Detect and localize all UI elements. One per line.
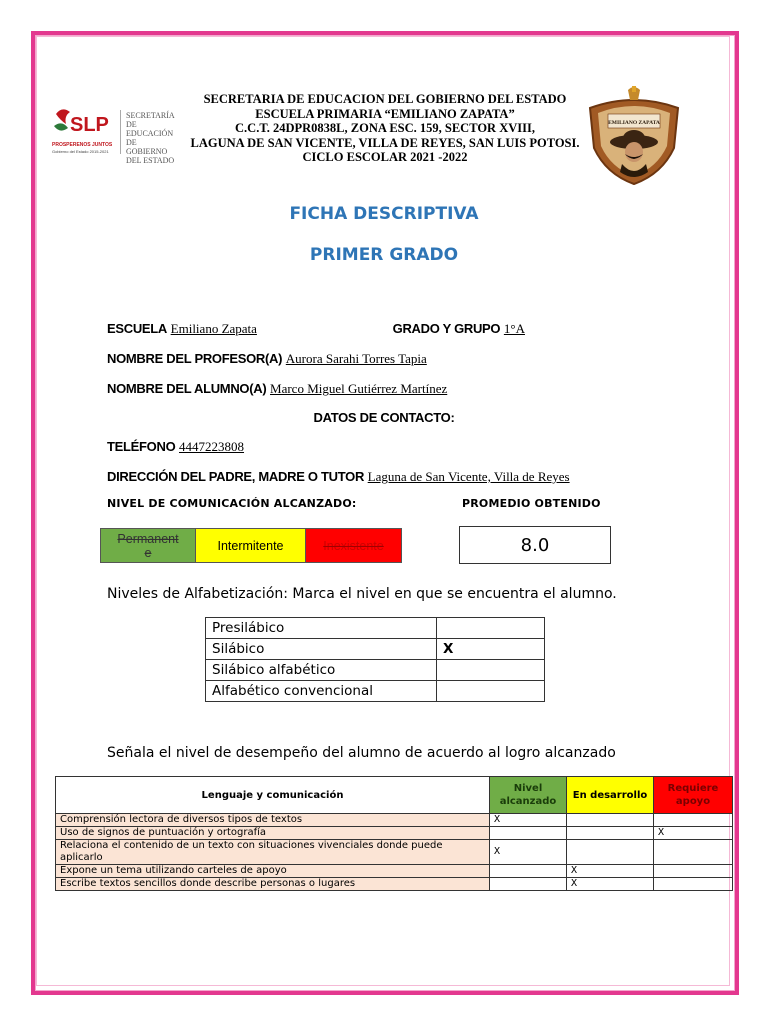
escuela-value: Emiliano Zapata — [170, 321, 257, 336]
performance-mark[interactable] — [567, 840, 654, 865]
field-profesor — [107, 351, 427, 367]
average-value: 8.0 — [520, 534, 550, 556]
slp-logo-separator — [120, 110, 121, 154]
performance-row — [56, 865, 733, 878]
literacy-row — [206, 660, 545, 681]
literacy-level-name: Alfabético convencional — [206, 681, 437, 702]
grado-label: GRADO Y GRUPO — [392, 321, 501, 336]
field-direccion — [107, 469, 570, 485]
performance-mark[interactable] — [567, 814, 654, 827]
performance-mark[interactable] — [654, 878, 733, 891]
slp-logo-mark: SLP — [70, 114, 109, 136]
slp-logo-tagline: PROSPERENOS JUNTOS — [52, 142, 113, 148]
literacy-table-body — [206, 618, 545, 702]
performance-header-row — [56, 777, 733, 814]
performance-mark[interactable]: X — [490, 840, 567, 865]
header-line-2: ESCUELA PRIMARIA “EMILIANO ZAPATA” — [255, 106, 515, 121]
alumno-value: Marco Miguel Gutiérrez Martínez — [270, 381, 448, 396]
performance-mark[interactable]: X — [490, 814, 567, 827]
field-telefono — [107, 439, 244, 455]
literacy-level-name: Silábico — [206, 639, 437, 660]
institution-header — [160, 92, 610, 165]
level-intermitente: Intermitente — [196, 529, 306, 562]
slp-logo-icon — [52, 104, 118, 144]
direccion-label: DIRECCIÓN DEL PADRE, MADRE O TUTOR — [107, 469, 365, 484]
column-header-apoyo: Requiere apoyo — [654, 777, 733, 814]
performance-mark[interactable] — [567, 827, 654, 840]
literacy-level-mark[interactable] — [437, 681, 545, 702]
field-escuela — [107, 321, 525, 337]
alumno-label: NOMBRE DEL ALUMNO(A) — [107, 381, 267, 396]
level-permanente: Permanente — [101, 529, 196, 562]
performance-mark[interactable] — [490, 865, 567, 878]
performance-item: Uso de signos de puntuación y ortografía — [56, 827, 490, 840]
performance-item: Escribe textos sencillos donde describe personas o lugares — [56, 878, 490, 891]
literacy-level-mark[interactable] — [437, 660, 545, 681]
direccion-value: Laguna de San Vicente, Villa de Reyes — [367, 469, 570, 484]
document-subtitle: PRIMER GRADO — [309, 245, 459, 265]
literacy-level-mark[interactable] — [437, 618, 545, 639]
grado-value: 1°A — [503, 321, 525, 336]
slp-logo-department: SECRETARÍA DE EDUCACIÓN DE GOBIERNO DEL ESTADO — [126, 111, 175, 165]
literacy-heading: Niveles de Alfabetización: Marca el nivel en que se encuentra el alumno. — [107, 586, 617, 602]
performance-mark[interactable]: X — [654, 827, 733, 840]
performance-item: Expone un tema utilizando carteles de apoyo — [56, 865, 490, 878]
crest-text: EMILIANO ZAPATA — [608, 120, 660, 126]
average-label: PROMEDIO OBTENIDO — [462, 497, 601, 510]
column-header-desarrollo: En desarrollo — [567, 777, 654, 814]
performance-mark[interactable]: X — [567, 865, 654, 878]
performance-heading: Señala el nivel de desempeño del alumno de acuerdo al logro alcanzado — [107, 745, 616, 761]
column-header-subject: Lenguaje y comunicación — [56, 777, 490, 814]
performance-item: Relaciona el contenido de un texto con situaciones vivenciales donde puede aplicarlo — [56, 840, 490, 865]
performance-mark[interactable]: X — [567, 878, 654, 891]
literacy-level-mark[interactable]: X — [437, 639, 545, 660]
performance-row — [56, 827, 733, 840]
header-line-5: CICLO ESCOLAR 2021 -2022 — [302, 150, 468, 164]
performance-table — [55, 776, 733, 891]
slp-logo-subtag: Gobierno del Estado 2015-2021 — [52, 149, 109, 154]
telefono-value: 4447223808 — [179, 439, 245, 454]
communication-levels — [100, 528, 402, 563]
profesor-label: NOMBRE DEL PROFESOR(A) — [107, 351, 283, 366]
header-line-3: C.C.T. 24DPR0838L, ZONA ESC. 159, SECTOR XVIII, — [235, 121, 535, 135]
literacy-row — [206, 681, 545, 702]
performance-mark[interactable] — [654, 814, 733, 827]
document-title: FICHA DESCRIPTIVA — [289, 204, 479, 224]
communication-label: NIVEL DE COMUNICACIÓN ALCANZADO: — [107, 497, 357, 510]
escuela-label: ESCUELA — [107, 321, 168, 336]
contact-heading: DATOS DE CONTACTO: — [313, 410, 455, 425]
performance-row — [56, 878, 733, 891]
performance-row — [56, 840, 733, 865]
performance-table-body — [56, 814, 733, 891]
performance-row — [56, 814, 733, 827]
performance-mark[interactable] — [654, 840, 733, 865]
literacy-row — [206, 639, 545, 660]
profesor-value: Aurora Sarahi Torres Tapia — [285, 351, 427, 366]
performance-mark[interactable] — [490, 878, 567, 891]
performance-item: Comprensión lectora de diversos tipos de textos — [56, 814, 490, 827]
performance-mark[interactable] — [654, 865, 733, 878]
literacy-row — [206, 618, 545, 639]
performance-mark[interactable] — [490, 827, 567, 840]
level-inexistente: Inexistente — [306, 529, 401, 562]
literacy-table — [205, 617, 545, 702]
column-header-nivel: Nivel alcanzado — [490, 777, 567, 814]
header-line-4: LAGUNA DE SAN VICENTE, VILLA DE REYES, SAN LUIS POTOSI. — [190, 135, 580, 150]
telefono-label: TELÉFONO — [107, 439, 176, 454]
field-alumno — [107, 381, 447, 397]
literacy-level-name: Presilábico — [206, 618, 437, 639]
average-value-box — [459, 526, 611, 564]
literacy-level-name: Silábico alfabético — [206, 660, 437, 681]
header-line-1: SECRETARIA DE EDUCACION DEL GOBIERNO DEL ESTADO — [203, 92, 567, 106]
